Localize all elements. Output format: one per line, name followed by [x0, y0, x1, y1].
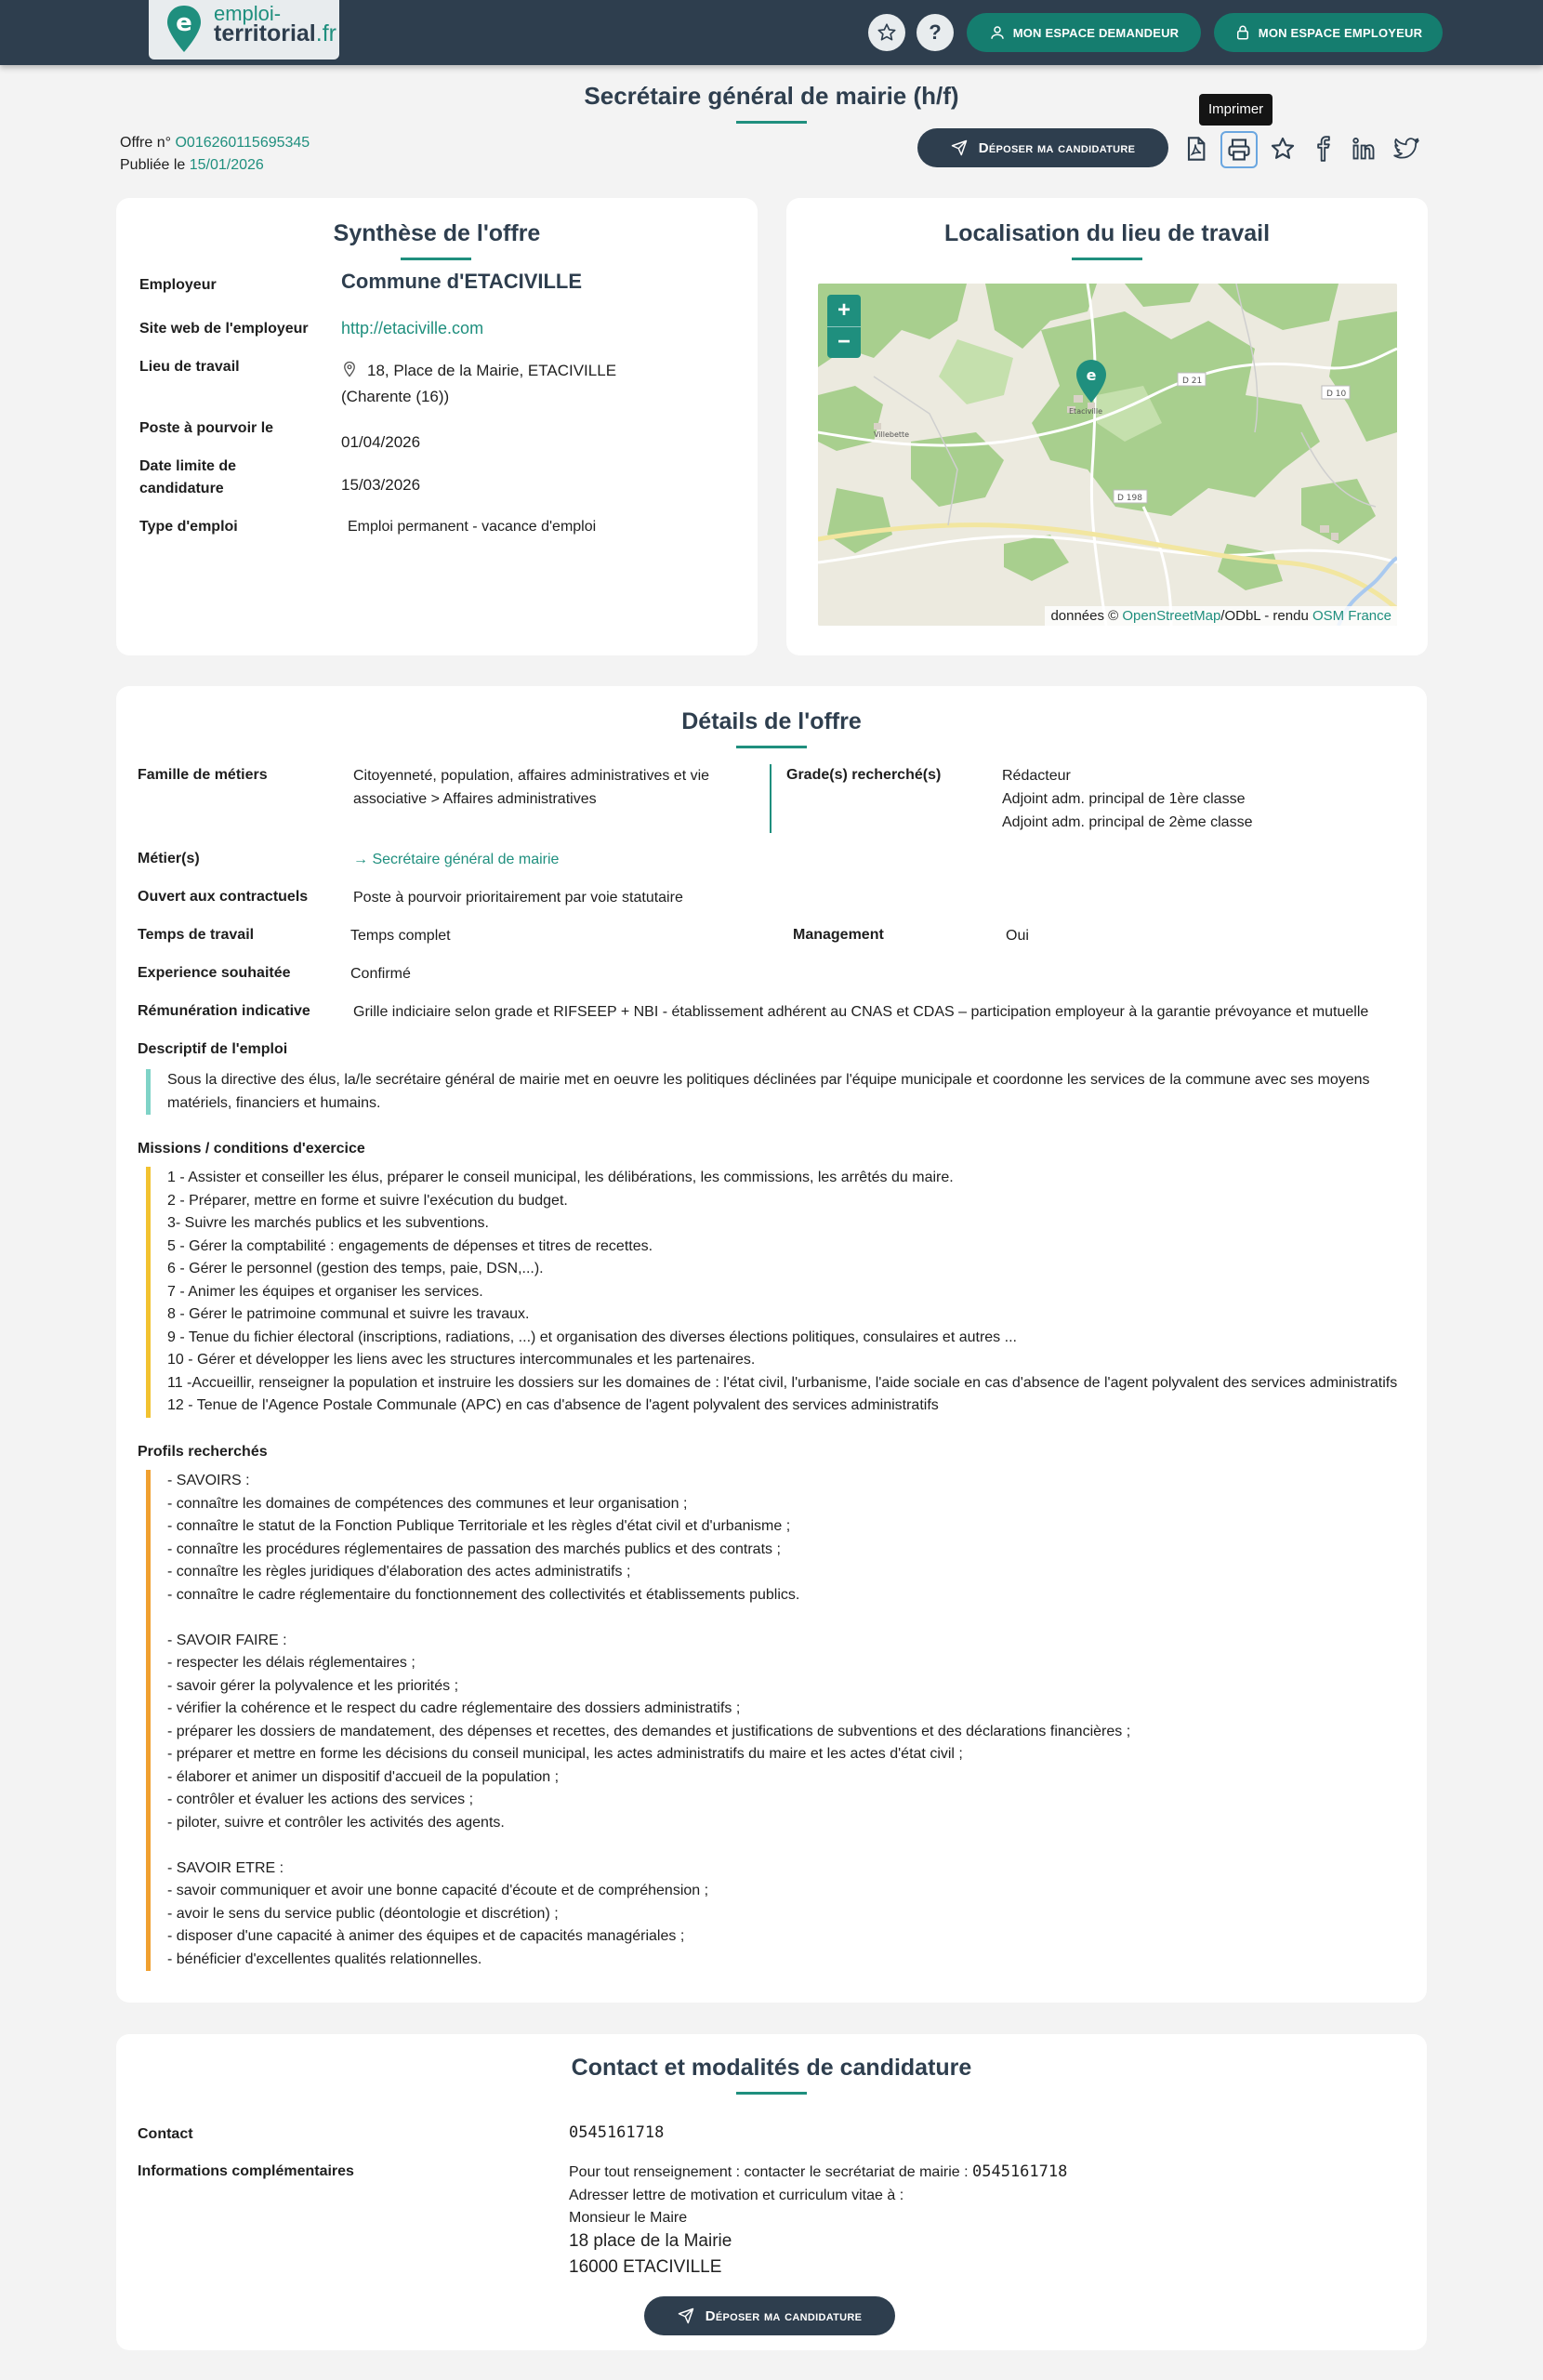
experience-value: Confirmé: [350, 966, 411, 982]
map-place-label: Etaciville: [1069, 407, 1103, 416]
location-value: [341, 358, 616, 410]
grade-item: Adjoint adm. principal de 1ère classe: [1002, 791, 1246, 807]
map-tiles: [818, 284, 1397, 626]
send-icon: [951, 139, 968, 156]
profile-item: - connaître le statut de la Fonction Publique Territoriale et les règles d'état civil et d'urbanisme ;: [167, 1518, 791, 1534]
mission-item: 3- Suivre les marchés publics et les subventions.: [167, 1215, 489, 1231]
title-underline: [736, 121, 807, 124]
profile-item: - connaître le cadre réglementaire du fonctionnement des collectivités et établissements publics.: [167, 1586, 800, 1603]
seeker-space-label: MON ESPACE DEMANDEUR: [1012, 25, 1180, 40]
profile-item: - connaître les règles juridiques d'élaboration des actes administratifs ;: [167, 1564, 631, 1580]
start-date-label: Poste à pourvoir le: [139, 420, 274, 436]
contact-card: [116, 2034, 1427, 2350]
start-date-value: 01/04/2026: [341, 433, 421, 451]
salary-label: Rémunération indicative: [138, 1003, 310, 1019]
star-icon: [877, 22, 897, 43]
map-road-label-d198: D 198: [1117, 494, 1142, 503]
apply-label-bottom: Déposer ma candidature: [705, 2307, 863, 2324]
svg-text:e: e: [1086, 366, 1097, 384]
site-logo[interactable]: [149, 0, 339, 60]
description-label: Descriptif de l'emploi: [138, 1041, 288, 1057]
grade-item: Adjoint adm. principal de 2ème classe: [1002, 814, 1253, 830]
profile-item: - respecter les délais réglementaires ;: [167, 1655, 415, 1671]
osm-link[interactable]: OpenStreetMap: [1122, 608, 1221, 624]
profile-item: - savoir gérer la polyvalence et les priorités ;: [167, 1677, 459, 1694]
profile-item: - SAVOIR FAIRE :: [167, 1632, 287, 1648]
map-title: Localisation du lieu de travail: [943, 220, 1271, 246]
map-attribution: données © OpenStreetMap/ODbL - rendu OSM France: [1045, 606, 1397, 626]
svg-text:e: e: [176, 9, 192, 37]
deadline-label: Date limite de candidature: [139, 458, 237, 496]
employer-space-label: MON ESPACE EMPLOYEUR: [1258, 25, 1423, 40]
location-pin-icon: [341, 361, 358, 377]
mission-item: 8 - Gérer le patrimoine communal et suivre les travaux.: [167, 1306, 530, 1322]
published-prefix: Publiée le: [120, 157, 186, 173]
help-button[interactable]: ?: [917, 14, 954, 51]
website-label: Site web de l'employeur: [139, 321, 309, 337]
profile-item: - piloter, suivre et contrôler les activités des agents.: [167, 1814, 505, 1831]
grades-list: [1002, 764, 1252, 834]
offer-number-prefix: Offre n°: [120, 135, 172, 151]
website-link[interactable]: http://etaciville.com: [341, 319, 484, 337]
profile-item: - connaître les domaines de compétences des communes et leur organisation ;: [167, 1495, 688, 1512]
profile-item: - avoir le sens du service public (déontologie et discrétion) ;: [167, 1905, 559, 1922]
top-navigation-bar: [0, 0, 1543, 65]
apply-button-bottom[interactable]: [644, 2296, 895, 2335]
zoom-out-button[interactable]: −: [837, 329, 851, 354]
contact-label: Contact: [138, 2126, 193, 2142]
profile-spacer: [167, 1606, 1130, 1630]
offer-number[interactable]: O016260115695345: [175, 135, 310, 151]
profile-item: - savoir communiquer et avoir une bonne capacité d'écoute et de compréhension ;: [167, 1883, 709, 1898]
profile-item: - préparer les dossiers de mandatement, des dépenses et recettes, des demandes et justifications de subventions et des déclarations financières ;: [167, 1723, 1131, 1739]
management-value: Oui: [1006, 928, 1029, 944]
seeker-space-button[interactable]: [967, 13, 1201, 52]
deadline-value: 15/03/2026: [341, 476, 421, 494]
mission-item: 11 -Accueillir, renseigner la population et instruire les dossiers sur les domaines de : l'état civil, l'urbanisme, l'aide sociale en cas d'absence de l'agent polyvalent des services administratifs: [167, 1374, 1398, 1391]
profile-item: - préparer et mettre en forme les décisions du conseil municipal, les actes administratifs du maire et les actes d'état civil ;: [167, 1746, 963, 1762]
details-title: Détails de l'offre: [681, 708, 862, 734]
map-road-label-d21: D 21: [1182, 377, 1203, 386]
contact-underline: [736, 2092, 807, 2095]
mission-item: 5 - Gérer la comptabilité : engagements de dépenses et titres de recettes.: [167, 1237, 653, 1254]
employer-space-button[interactable]: [1214, 13, 1443, 52]
map-road-label-d10: D 10: [1326, 390, 1347, 399]
mission-item: 7 - Animer les équipes et organiser les services.: [167, 1283, 483, 1300]
logo-text-bottom: territorial.fr: [214, 20, 336, 46]
send-icon: [678, 2307, 694, 2324]
profiles-label: Profils recherchés: [138, 1444, 268, 1460]
profile-item: - vérifier la cohérence et le respect du cadre réglementaire des dossiers administratifs ;: [167, 1700, 741, 1716]
logo-pin-icon: [165, 4, 203, 54]
work-time-value: Temps complet: [350, 928, 451, 944]
print-button[interactable]: [1220, 131, 1258, 168]
management-label: Management: [793, 927, 884, 943]
profile-item: - élaborer et animer un dispositif d'accueil de la population ;: [167, 1768, 560, 1785]
details-underline: [736, 746, 807, 748]
profile-item: - connaître les procédures réglementaires de passation des marchés publics et des contrats ;: [167, 1540, 781, 1557]
location-map[interactable]: [818, 284, 1397, 626]
profile-item: - contrôler et évaluer les actions des services ;: [167, 1792, 474, 1807]
profile-item: - bénéficier d'excellentes qualités relationnelles.: [167, 1950, 482, 1967]
profile-spacer: [167, 1834, 1130, 1858]
synthesis-card: [116, 198, 758, 655]
map-place-label-2: Villebette: [874, 430, 910, 439]
pdf-button[interactable]: [1180, 133, 1211, 165]
mission-item: 1 - Assister et conseiller les élus, préparer le conseil municipal, les délibérations, les commissions, les arrêtés du maire.: [167, 1170, 954, 1185]
zoom-in-button[interactable]: +: [827, 295, 861, 327]
job-label: Métier(s): [138, 851, 200, 866]
additional-info-label: Informations complémentaires: [138, 2163, 354, 2179]
location-line-1: 18, Place de la Mairie, ETACIVILLE: [367, 362, 617, 379]
employer-value: Commune d'ETACIVILLE: [341, 270, 583, 293]
missions-block: [146, 1167, 1397, 1418]
profile-item: - SAVOIR ETRE :: [167, 1859, 284, 1876]
mission-item: 10 - Gérer et développer les liens avec les structures intercommunales et les partenaires.: [167, 1352, 756, 1368]
grades-divider: [770, 764, 772, 833]
missions-label: Missions / conditions d'exercice: [138, 1141, 365, 1157]
location-label: Lieu de travail: [139, 359, 240, 375]
description-block: Sous la directive des élus, la/le secrétaire général de mairie met en oeuvre les politiques déclinées par l'équipe municipale et coordonne les services de la commune avec ses moyens matériels, financiers et humains.: [146, 1069, 1370, 1115]
location-line-2: (Charente (16)): [341, 388, 450, 405]
experience-label: Experience souhaitée: [138, 965, 291, 981]
grade-item: Rédacteur: [1002, 768, 1071, 784]
job-family-value: Citoyenneté, population, affaires administratives et vie associative > Affaires administratives: [353, 768, 710, 807]
page-title: Secrétaire général de mairie (h/f): [584, 82, 959, 110]
work-time-label: Temps de travail: [138, 927, 255, 943]
user-icon: [989, 24, 1006, 41]
mission-item: 2 - Préparer, mettre en forme et suivre l'exécution du budget.: [167, 1192, 568, 1209]
grades-label: Grade(s) recherché(s): [786, 767, 942, 783]
share-twitter-button[interactable]: [1391, 133, 1422, 165]
contract-label: Ouvert aux contractuels: [138, 889, 309, 905]
map-zoom-control: [827, 295, 861, 358]
printer-icon: [1226, 137, 1252, 163]
job-link[interactable]: → Secrétaire général de mairie: [353, 852, 560, 867]
profile-item: - SAVOIRS :: [167, 1473, 250, 1488]
employer-label: Employeur: [139, 277, 217, 293]
job-family-label: Famille de métiers: [138, 767, 268, 783]
job-type-value: Emploi permanent - vacance d'emploi: [348, 519, 597, 535]
favorites-button[interactable]: [868, 14, 905, 51]
contact-title: Contact et modalités de candidature: [571, 2055, 972, 2081]
map-underline: [1072, 258, 1142, 260]
osm-france-link[interactable]: OSM France: [1312, 608, 1391, 624]
print-tooltip: Imprimer: [1199, 94, 1273, 126]
additional-info-value: Pour tout renseignement : contacter le secrétariat de mairie : 0545161718 Adresser lettre de motivation et curriculum vitae à : Monsieur le Maire 18 place de la Mairie 16000 ETACIVILLE: [569, 2162, 1068, 2277]
share-facebook-button[interactable]: [1308, 133, 1339, 165]
apply-label: Déposer ma candidature: [978, 139, 1136, 156]
salary-value: Grille indiciaire selon grade et RIFSEEP + NBI - établissement adhérent au CNAS et CDAS – participation employeur à la garantie prévoyance et mutuelle: [353, 1004, 1369, 1020]
lock-icon: [1234, 24, 1251, 41]
pdf-icon: [1182, 136, 1208, 162]
apply-button-top[interactable]: [917, 128, 1168, 167]
mission-item: 9 - Tenue du fichier électoral (inscriptions, radiations, ...) et organisation des diverses élections politiques, consulaires et autres ...: [167, 1329, 1017, 1345]
profiles-block: [146, 1470, 1130, 1971]
star-icon: [1270, 136, 1296, 162]
twitter-icon: [1393, 136, 1419, 162]
job-type-label: Type d'emploi: [139, 519, 238, 535]
info-phone: 0545161718: [972, 2162, 1068, 2181]
share-linkedin-button[interactable]: [1348, 133, 1379, 165]
contact-phone: 0545161718: [569, 2123, 665, 2142]
contract-value: Poste à pourvoir prioritairement par voie statutaire: [353, 890, 683, 906]
save-offer-button[interactable]: [1267, 133, 1299, 165]
mission-item: 6 - Gérer le personnel (gestion des temps, paie, DSN,...).: [167, 1261, 544, 1276]
linkedin-icon: [1351, 136, 1377, 162]
logo-text-top: emploi-: [214, 2, 282, 25]
published-date: 15/01/2026: [189, 157, 264, 173]
synthesis-underline: [401, 258, 471, 260]
profile-item: - disposer d'une capacité à animer des équipes et de capacités managériales ;: [167, 1928, 685, 1944]
details-card: [116, 686, 1427, 2003]
facebook-icon: [1311, 136, 1337, 162]
mission-item: 12 - Tenue de l'Agence Postale Communale (APC) en cas d'absence de l'agent polyvalent des services administratifs: [167, 1397, 939, 1413]
offer-meta: [120, 132, 310, 177]
synthesis-title: Synthèse de l'offre: [333, 220, 541, 246]
